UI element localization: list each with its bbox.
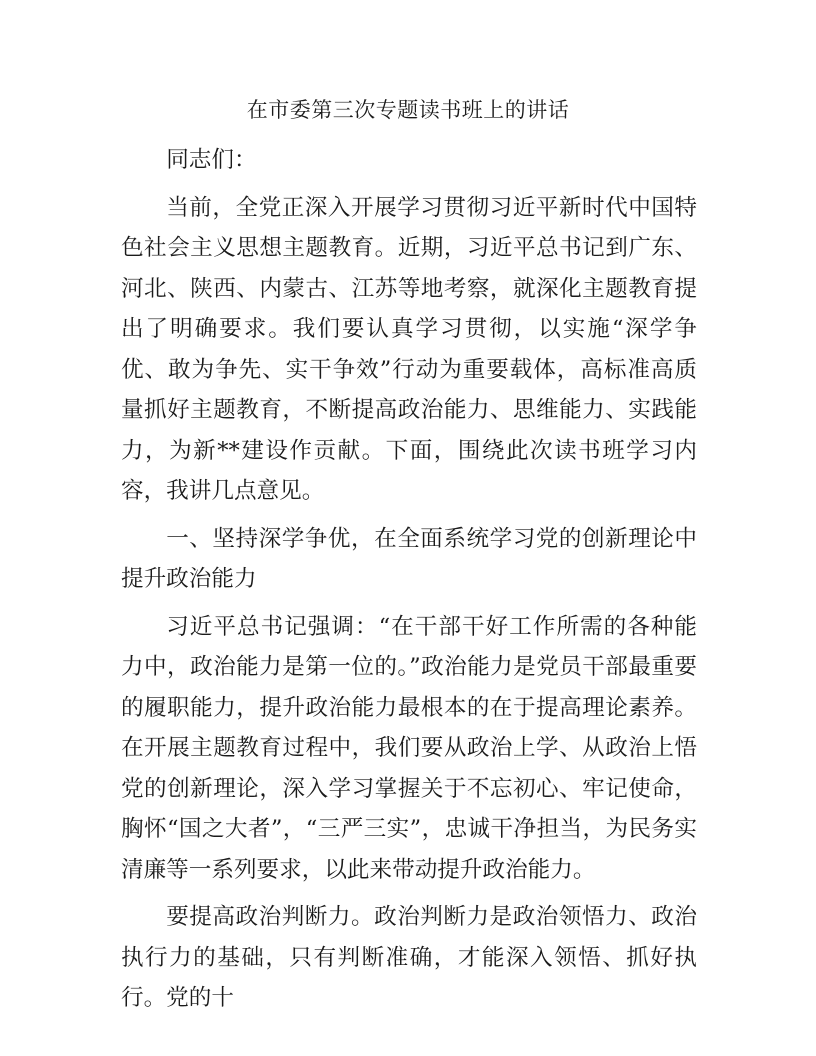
salutation-paragraph: 同志们： xyxy=(166,147,257,173)
document-body xyxy=(121,140,697,1019)
section-heading-1: 一、坚持深学争优，在全面系统学习党的创新理论中提升政治能力 xyxy=(121,525,697,592)
body-paragraph: 习近平总书记强调：“在干部干好工作所需的各种能力中，政治能力是第一位的。”政治能力是党员干部最重要的履职能力，提升政治能力最根本的在于提高理论素养。在开展主题教育过程中，我们要从政治上学、从政治上悟党的创新理论，深入学习掌握关于不忘初心、牢记使命，胸怀“国之大者”，“三严三实”，忠诚干净担当，为民务实清廉等一系列要求，以此来带动提升政治能力。 xyxy=(121,613,697,883)
intro-paragraph: 当前，全党正深入开展学习贯彻习近平新时代中国特色社会主义思想主题教育。近期，习近平总书记到广东、河北、陕西、内蒙古、江苏等地考察，就深化主题教育提出了明确要求。我们要认真学习贯彻，以实施“深学争优、敢为争先、实干争效”行动为重要载体，高标准高质量抓好主题教育，不断提高政治能力、思维能力、实践能力，为新**建设作贡献。下面，围绕此次读书班学习内容，我讲几点意见。 xyxy=(121,194,697,504)
document-title: 在市委第三次专题读书班上的讲话 xyxy=(246,98,570,122)
body-paragraph: 要提高政治判断力。政治判断力是政治领悟力、政治执行力的基础，只有判断准确，才能深入领悟、抓好执行。党的十 xyxy=(121,904,697,1011)
